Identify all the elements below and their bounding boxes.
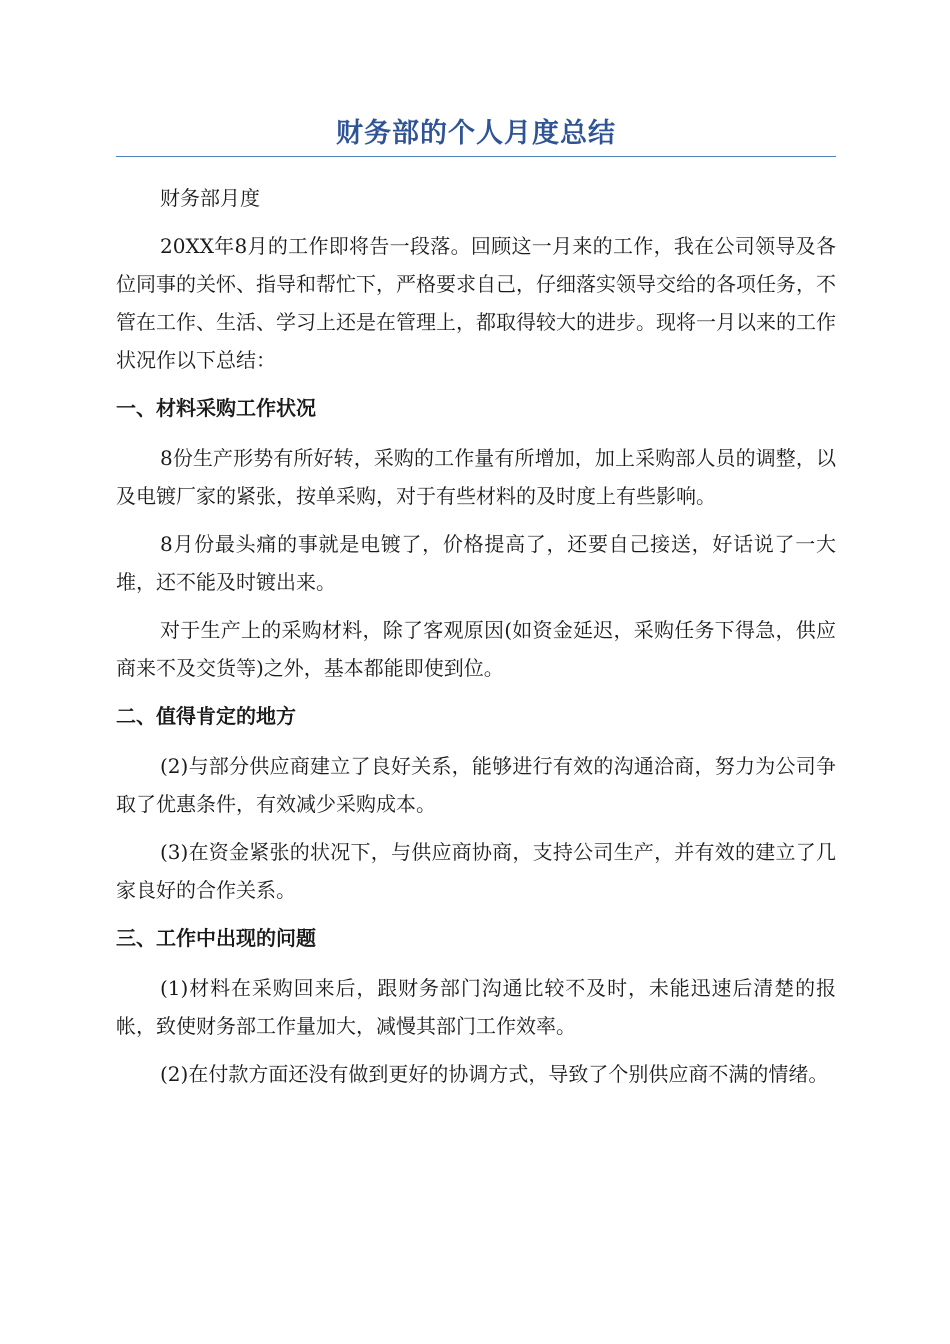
intro-label: 财务部月度 [160, 186, 260, 210]
section-heading-1: 一、材料采购工作状况 [116, 396, 316, 420]
document-page [116, 112, 836, 1103]
section-2-paragraph-2: (3)在资金紧张的状况下，与供应商协商，支持公司生产，并有效的建立了几家良好的合作关系。 [116, 840, 836, 902]
intro-paragraph: 20XX年8月的工作即将告一段落。回顾这一月来的工作，我在公司领导及各位同事的关怀、指导和帮忙下，严格要求自己，仔细落实领导交给的各项任务，不管在工作、生活、学习上还是在管理上，都取得较大的进步。现将一月以来的工作状况作以下总结： [116, 234, 836, 372]
section-2-paragraph-1: (2)与部分供应商建立了良好关系，能够进行有效的沟通洽商，努力为公司争取了优惠条件，有效减少采购成本。 [116, 754, 836, 816]
document-title: 财务部的个人月度总结 [336, 118, 616, 149]
section-1-paragraph-2: 8月份最头痛的事就是电镀了，价格提高了，还要自己接送，好话说了一大堆，还不能及时镀出来。 [116, 532, 836, 594]
section-3-paragraph-2: (2)在付款方面还没有做到更好的协调方式，导致了个别供应商不满的情绪。 [160, 1062, 829, 1086]
section-1-paragraph-1: 8份生产形势有所好转，采购的工作量有所增加，加上采购部人员的调整，以及电镀厂家的紧张，按单采购，对于有些材料的及时度上有些影响。 [116, 446, 836, 508]
title-underline [116, 156, 836, 157]
section-1-paragraph-3: 对于生产上的采购材料，除了客观原因(如资金延迟，采购任务下得急，供应商来不及交货等)之外，基本都能即使到位。 [116, 618, 836, 680]
section-3-paragraph-1: (1)材料在采购回来后，跟财务部门沟通比较不及时，未能迅速后清楚的报帐，致使财务部工作量加大，减慢其部门工作效率。 [116, 976, 836, 1038]
section-heading-3: 三、工作中出现的问题 [116, 926, 316, 950]
section-heading-2: 二、值得肯定的地方 [116, 704, 296, 728]
